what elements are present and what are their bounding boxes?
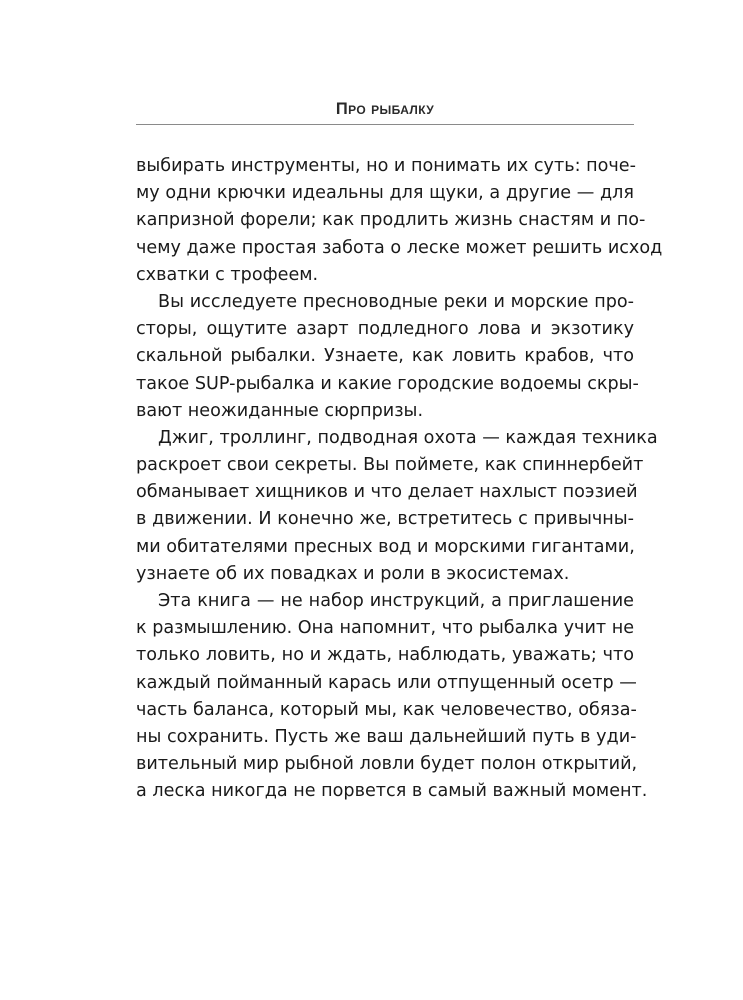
text-line: му одни крючки идеальны для щуки, а другие — для <box>136 183 634 204</box>
text-line: выбирать инструменты, но и понимать их суть: поче- <box>136 156 636 176</box>
text-line: к размышлению. Она напомнит, что рыбалка учит не <box>136 618 635 639</box>
text-line: скальной рыбалки. Узнаете, как ловить крабов, что <box>136 346 634 367</box>
paragraph-3 <box>136 425 658 588</box>
text-line: Эта книга — не набор инструкций, а приглашение <box>158 591 634 611</box>
text-line: каждый пойманный карась или отпущенный осетр — <box>136 672 637 693</box>
text-line: а леска никогда не порвется в самый важный момент. <box>136 781 648 802</box>
paragraph-2 <box>136 289 639 425</box>
running-header: Про рыбалку <box>335 100 435 118</box>
text-line: Джиг, троллинг, подводная охота — каждая техника <box>158 427 658 448</box>
text-line: капризной форели; как продлить жизнь снастям и по- <box>136 210 646 231</box>
text-line: Вы исследуете пресноводные реки и морские про- <box>158 291 634 312</box>
body-text <box>136 153 663 806</box>
text-line: часть баланса, который мы, как человечество, обяза- <box>136 699 637 720</box>
text-line: схватки с трофеем. <box>136 264 319 285</box>
text-line: в движении. И конечно же, встретитесь с привычны- <box>136 509 634 530</box>
text-line: узнаете об их повадках и роли в экосистемах. <box>136 563 570 584</box>
text-line: раскроет свои секреты. Вы поймете, как спиннербейт <box>136 455 644 476</box>
text-line: вают неожиданные сюрпризы. <box>136 400 424 421</box>
text-line: ны сохранить. Пусть же ваш дальнейший путь в уди- <box>136 726 637 747</box>
paragraph-4 <box>136 588 648 806</box>
text-line: такое SUP-рыбалка и какие городские водоемы скры- <box>136 373 639 394</box>
text-line: обманывает хищников и что делает нахлыст поэзией <box>136 482 638 503</box>
text-line: только ловить, но и ждать, наблюдать, уважать; что <box>136 645 634 666</box>
header-divider <box>136 124 634 125</box>
text-line: ми обитателями пресных вод и морскими гигантами, <box>136 536 635 557</box>
text-line: вительный мир рыбной ловли будет полон открытий, <box>136 754 638 775</box>
paragraph-1 <box>136 153 663 289</box>
text-line: чему даже простая забота о леске может решить исход <box>136 237 663 258</box>
text-line: сторы, ощутите азарт подледного лова и экзотику <box>136 319 634 340</box>
